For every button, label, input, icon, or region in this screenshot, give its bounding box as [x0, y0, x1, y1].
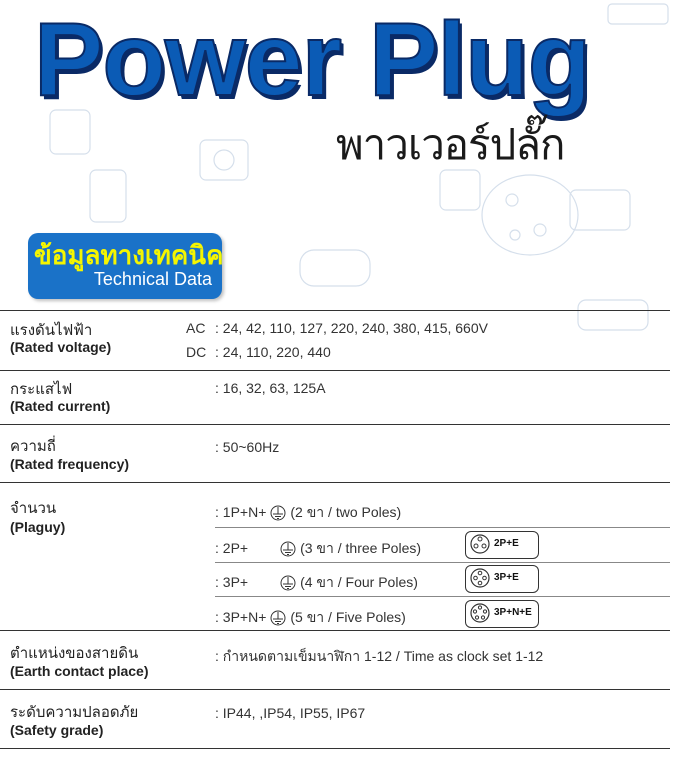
plug-type-badge	[465, 600, 539, 628]
pole-description: (5 ขา / Five Poles)	[290, 609, 406, 625]
technical-data-badge	[28, 233, 222, 299]
earth-ground-icon	[280, 541, 296, 557]
pole-description: (2 ขา / two Poles)	[290, 504, 402, 520]
socket-icon	[470, 568, 490, 588]
frequency-label-thai: ความถี่	[10, 437, 56, 455]
frequency-value: : 50~60Hz	[215, 439, 280, 455]
voltage-dc-value: : 24, 110, 220, 440	[215, 344, 331, 360]
divider	[215, 527, 670, 528]
current-label-thai: กระแสไฟ	[10, 380, 73, 398]
divider	[215, 562, 670, 563]
divider	[0, 748, 670, 749]
voltage-label-english: (Rated voltage)	[10, 339, 112, 355]
divider	[0, 310, 670, 311]
earth-contact-label-english: (Earth contact place)	[10, 663, 149, 679]
divider	[0, 424, 670, 425]
divider	[0, 370, 670, 371]
pole-row-1	[215, 502, 401, 524]
pole-row-4	[215, 607, 406, 629]
current-label-english: (Rated current)	[10, 398, 111, 414]
earth-ground-icon	[280, 575, 296, 591]
plug-type-label: 2P+E	[494, 538, 519, 549]
voltage-label-thai: แรงดันไฟฟ้า	[10, 321, 93, 339]
divider	[215, 596, 670, 597]
earth-ground-icon	[270, 610, 286, 626]
pole-config: : 2P+	[215, 540, 249, 556]
current-value: : 16, 32, 63, 125A	[215, 380, 326, 396]
pole-description: (3 ขา / three Poles)	[300, 540, 422, 556]
pole-config: : 3P+N+	[215, 609, 267, 625]
plug-type-badge	[465, 531, 539, 559]
pole-row-2	[215, 538, 421, 560]
earth-ground-icon	[270, 505, 286, 521]
pole-row-3	[215, 572, 418, 594]
socket-icon	[470, 534, 490, 554]
safety-value: : IP44, ,IP54, IP55, IP67	[215, 705, 366, 721]
plug-type-label: 3P+E	[494, 572, 519, 583]
pole-description: (4 ขา / Four Poles)	[300, 574, 418, 590]
plug-type-label: 3P+N+E	[494, 607, 532, 618]
badge-title-thai: ข้อมูลทางเทคนิค	[34, 241, 224, 271]
page-subtitle-thai: พาวเวอร์ปลั๊ก	[336, 120, 565, 169]
frequency-label-english: (Rated frequency)	[10, 456, 130, 472]
earth-contact-label-thai: ตำแหน่งของสายดิน	[10, 644, 139, 662]
divider	[0, 630, 670, 631]
pole-config: : 1P+N+	[215, 504, 267, 520]
divider	[0, 689, 670, 690]
voltage-ac-value: : 24, 42, 110, 127, 220, 240, 380, 415, 660V	[215, 320, 488, 336]
voltage-ac-prefix: AC	[186, 320, 206, 336]
earth-contact-value: : กำหนดตามเข็มนาฬิกา 1-12 / Time as clock set 1-12	[215, 648, 544, 664]
poles-label-thai: จำนวน	[10, 499, 57, 517]
poles-label-english: (Plaguy)	[10, 519, 66, 535]
badge-title-english: Technical Data	[93, 269, 212, 289]
socket-icon	[470, 603, 490, 623]
pole-config: : 3P+	[215, 574, 249, 590]
voltage-dc-prefix: DC	[186, 344, 207, 360]
plug-type-badge	[465, 565, 539, 593]
page-title: Power Plug	[34, 2, 591, 118]
divider	[0, 482, 670, 483]
safety-label-english: (Safety grade)	[10, 722, 104, 738]
safety-label-thai: ระดับความปลอดภัย	[10, 703, 139, 721]
